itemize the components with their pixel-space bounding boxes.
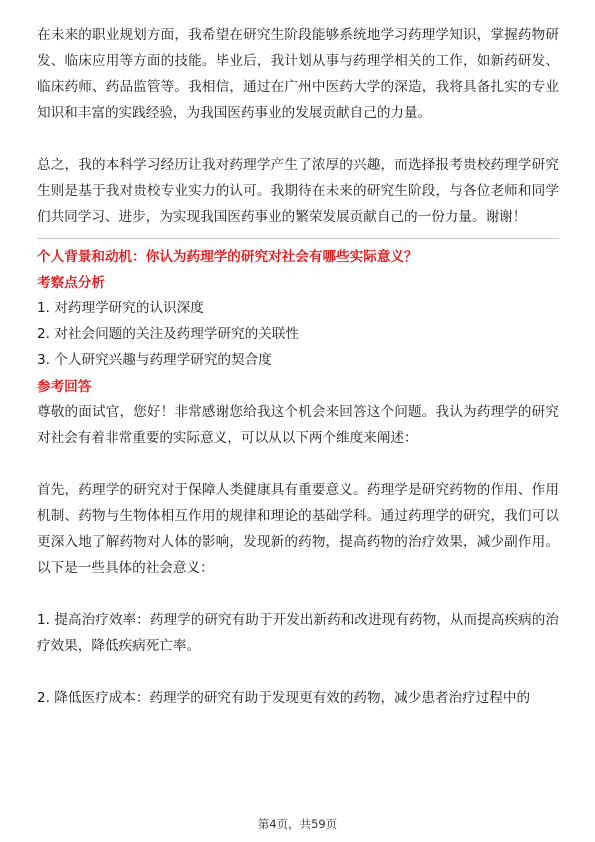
section-divider [37, 238, 559, 239]
intro-paragraph-1: 在未来的职业规划方面，我希望在研究生阶段能够系统地学习药理学知识，掌握药物研发、临床应用等方面的技能。毕业后，我计划从事与药理学相关的工作，如新药研发、临床药师、药品监管等。我相信，通过在广州中医药大学的深造，我将具备扎实的专业知识和丰富的实践经验，为我国医药事业的发展贡献自己的力量。 [37, 27, 559, 121]
analysis-item: 3. 个人研究兴趣与药理学研究的契合度 [37, 352, 272, 368]
page-number: 第4页，共59页 [257, 817, 338, 831]
answer-heading: 参考回答 [37, 379, 92, 395]
analysis-item: 2. 对社会问题的关注及药理学研究的关联性 [37, 326, 299, 342]
answer-paragraph-3: 1. 提高治疗效率：药理学的研究有助于开发出新药和改进现有药物，从而提高疾病的治疗效果，降低疾病死亡率。 [37, 612, 559, 654]
answer-paragraph-2: 首先，药理学的研究对于保障人类健康具有重要意义。药理学是研究药物的作用、作用机制、药物与生物体相互作用的规律和理论的基础学科。通过药理学的研究，我们可以更深入地了解药物对人体的影响，发现新的药物，提高药物的治疗效果，减少副作用。以下是一些具体的社会意义： [37, 482, 559, 576]
analysis-heading: 考察点分析 [37, 275, 105, 291]
interview-question: 个人背景和动机：你认为药理学的研究对社会有哪些实际意义？ [37, 249, 418, 265]
answer-paragraph-1: 尊敬的面试官，您好！非常感谢您给我这个机会来回答这个问题。我认为药理学的研究对社会有着非常重要的实际意义，可以从以下两个维度来阐述： [37, 404, 559, 446]
analysis-item: 1. 对药理学研究的认识深度 [37, 300, 204, 316]
answer-paragraph-4: 2. 降低医疗成本：药理学的研究有助于发现更有效的药物，减少患者治疗过程中的 [37, 690, 531, 706]
intro-paragraph-2: 总之，我的本科学习经历让我对药理学产生了浓厚的兴趣，而选择报考贵校药理学研究生则是基于我对贵校专业实力的认可。我期待在未来的研究生阶段，与各位老师和同学们共同学习、进步，为实现我国医药事业的繁荣发展贡献自己的一份力量。谢谢！ [37, 157, 559, 225]
page-content [37, 22, 559, 711]
